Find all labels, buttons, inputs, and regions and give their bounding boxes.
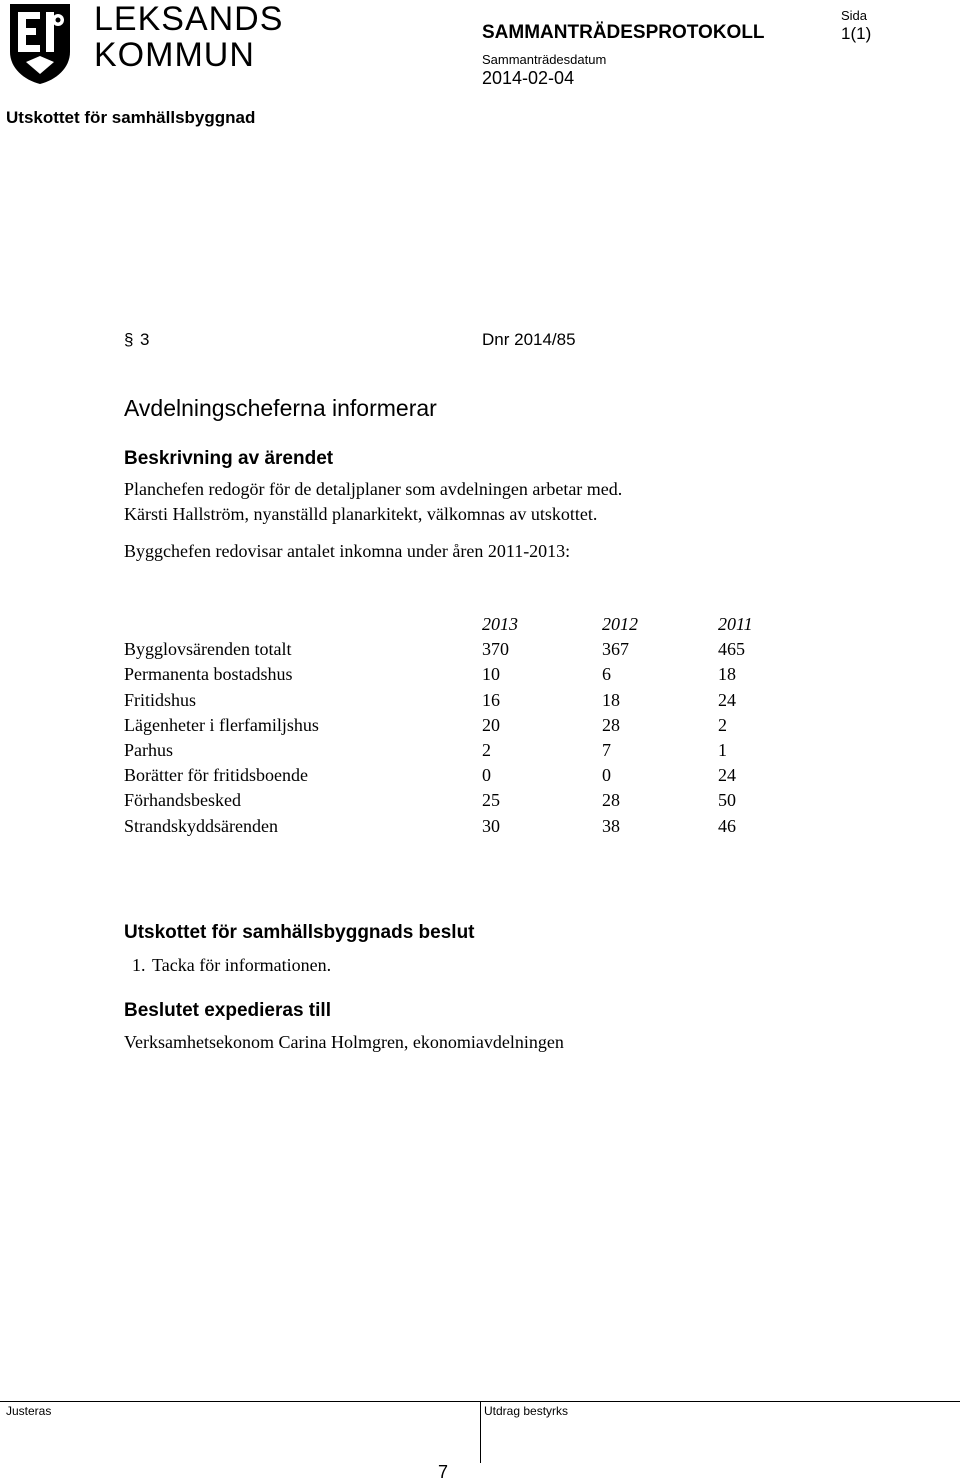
value-2012: 18 [602, 689, 620, 710]
section-title: Avdelningscheferna informerar [124, 395, 437, 421]
table-row [124, 763, 798, 788]
value-2012: 367 [602, 639, 629, 660]
table-row [124, 788, 798, 813]
sent-to-recipient: Verksamhetsekonom Carina Holmgren, ekonomiavdelningen [124, 1032, 564, 1052]
table-header-blank [124, 612, 482, 637]
description-heading: Beskrivning av ärendet [124, 448, 334, 469]
row-label: Borätter för fritidsboende [124, 765, 308, 786]
row-label: Förhandsbesked [124, 790, 241, 811]
row-label: Parhus [124, 740, 173, 761]
paragraph-number: 3 [140, 330, 150, 349]
description-line-2: Kärsti Hallström, nyanställd planarkitekt, välkomnas av utskottet. [124, 504, 598, 524]
table-row [124, 713, 798, 738]
value-2013: 25 [482, 790, 500, 811]
value-2012: 28 [602, 714, 620, 735]
value-2012: 0 [602, 765, 611, 786]
page-label: Sida [841, 8, 868, 23]
decision-item-text: Tacka för informationen. [152, 955, 332, 975]
paragraph-symbol: § [124, 330, 134, 349]
decision-heading: Utskottet för samhällsbyggnads beslut [124, 922, 475, 943]
row-label: Bygglovsärenden totalt [124, 639, 292, 660]
value-2011: 24 [718, 689, 736, 710]
value-2011: 1 [718, 740, 727, 761]
description-line-1: Planchefen redogör för de detaljplaner som avdelningen arbetar med. [124, 479, 623, 499]
value-2013: 16 [482, 689, 500, 710]
value-2013: 10 [482, 664, 500, 685]
org-name-line2: KOMMUN [94, 36, 255, 74]
row-label: Permanenta bostadshus [124, 664, 293, 685]
permit-statistics-table [124, 612, 798, 839]
value-2011: 46 [718, 815, 736, 836]
value-2011: 465 [718, 639, 745, 660]
sent-to-heading: Beslutet expedieras till [124, 1000, 331, 1021]
value-2012: 28 [602, 790, 620, 811]
table-row [124, 662, 798, 687]
row-label: Strandskyddsärenden [124, 815, 278, 836]
decision-item [124, 955, 331, 976]
justeras-label: Justeras [6, 1404, 52, 1418]
description-line-3: Byggchefen redovisar antalet inkomna under åren 2011-2013: [124, 541, 571, 561]
case-number: Dnr 2014/85 [482, 330, 576, 349]
row-label: Fritidshus [124, 689, 197, 710]
document-type: SAMMANTRÄDESPROTOKOLL [482, 22, 765, 43]
page-count: 1(1) [841, 24, 872, 43]
value-2013: 20 [482, 714, 500, 735]
footer-column-divider [480, 1401, 481, 1463]
meeting-date-label: Sammanträdesdatum [482, 52, 607, 67]
value-2013: 370 [482, 639, 509, 660]
table-row [124, 738, 798, 763]
page-number: 7 [438, 1462, 449, 1482]
table-header-2013: 2013 [482, 614, 518, 634]
meeting-date: 2014-02-04 [482, 68, 575, 88]
row-label: Lägenheter i flerfamiljshus [124, 714, 319, 735]
table-row [124, 688, 798, 713]
table-row [124, 637, 798, 662]
coat-of-arms-icon [6, 2, 74, 86]
value-2011: 18 [718, 664, 736, 685]
value-2012: 7 [602, 740, 611, 761]
table-header-2011: 2011 [718, 614, 753, 634]
value-2013: 30 [482, 815, 500, 836]
decision-item-number: 1. [132, 955, 146, 975]
value-2011: 2 [718, 714, 727, 735]
table-header-2012: 2012 [602, 614, 638, 634]
value-2012: 6 [602, 664, 611, 685]
value-2011: 50 [718, 790, 736, 811]
value-2013: 2 [482, 740, 491, 761]
municipality-logo [4, 0, 284, 86]
committee-name: Utskottet för samhällsbyggnad [6, 108, 256, 127]
table-row [124, 814, 798, 839]
value-2013: 0 [482, 765, 491, 786]
value-2012: 38 [602, 815, 620, 836]
value-2011: 24 [718, 765, 736, 786]
table-header-row [124, 612, 798, 637]
utdrag-label: Utdrag bestyrks [484, 1404, 569, 1418]
org-name-line1: LEKSANDS [94, 0, 284, 38]
